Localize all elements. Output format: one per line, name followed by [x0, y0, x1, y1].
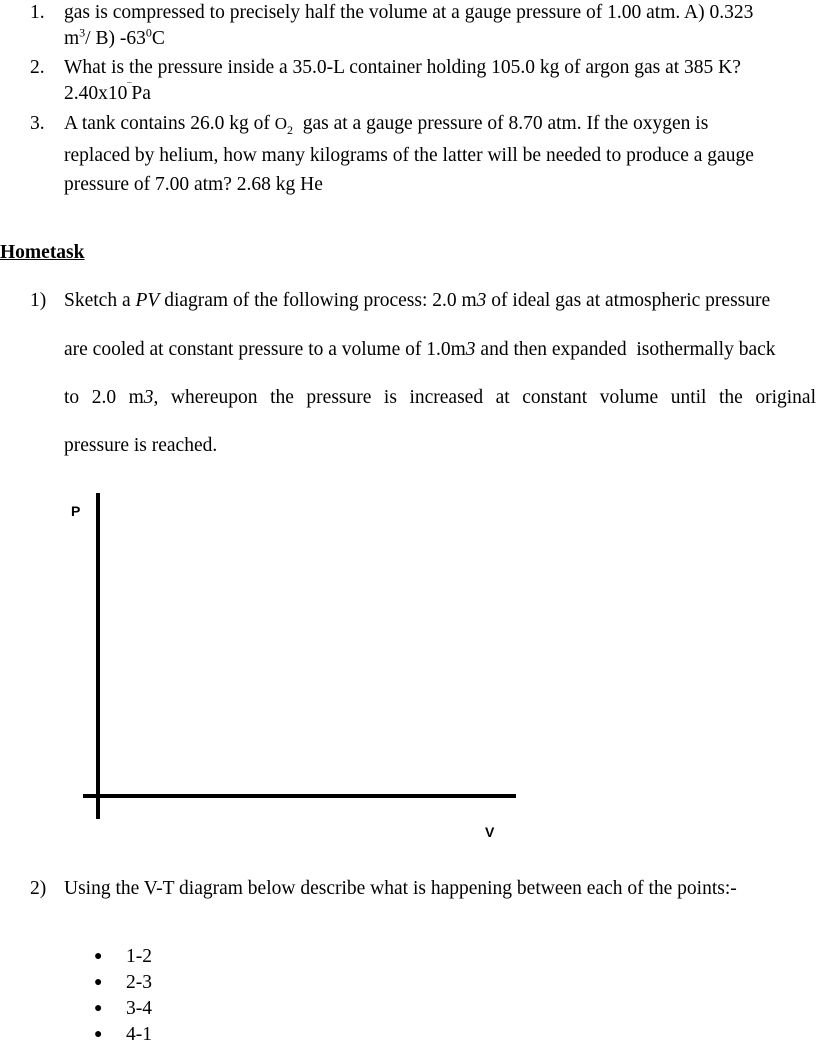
problem-3-line-3: pressure of 7.00 atm? 2.68 kg He	[64, 174, 323, 195]
list-item: 4-1	[126, 1024, 152, 1045]
task-1-line-3: to 2.0 m3, whereupon the pressure is increased at constant volume until the original	[64, 387, 816, 408]
hometask-heading: Hometask	[0, 242, 85, 263]
problem-1-line-1: gas is compressed to precisely half the volume at a gauge pressure of 1.00 atm. A) 0.323	[64, 2, 754, 23]
task-2-text: Using the V-T diagram below describe what is happening between each of the points:-	[64, 878, 737, 899]
problem-3-line-2: replaced by helium, how many kilograms of the latter will be needed to produce a gauge	[64, 145, 754, 166]
bullet-icon: ●	[94, 1027, 103, 1042]
task-2-number: 2)	[30, 878, 47, 899]
v-axis-label: V	[485, 824, 495, 840]
task-1-line-4: pressure is reached.	[64, 435, 218, 456]
task-1-line-2: are cooled at constant pressure to a volume of 1.0m3 and then expanded isothermally back	[64, 339, 776, 360]
p-axis-label: P	[71, 503, 81, 519]
problem-3-number: 3.	[30, 113, 45, 134]
bullet-icon: ●	[94, 949, 103, 964]
bullet-icon: ●	[94, 1001, 103, 1016]
v-axis-line	[83, 794, 516, 798]
list-item: 3-4	[126, 998, 152, 1019]
problem-3-line-1: A tank contains 26.0 kg of $O_2$ gas at a gauge pressure of 8.70 atm. If the oxygen is	[64, 113, 709, 137]
task-1-number: 1)	[30, 290, 47, 311]
problem-1-number: 1.	[30, 2, 45, 23]
problem-2-line-1: What is the pressure inside a 35.0-L container holding 105.0 kg of argon gas at 385 K?	[64, 57, 741, 78]
problem-1-line-2: $m^3/$ B) $-63^0C$	[64, 25, 165, 49]
p-axis-line	[96, 493, 100, 819]
list-item: 2-3	[126, 972, 152, 993]
task-1-line-1: Sketch a PV diagram of the following process: 2.0 m3 of ideal gas at atmospheric pressure	[64, 290, 771, 311]
problem-2-number: 2.	[30, 57, 45, 78]
bullet-icon: ●	[94, 975, 103, 990]
problem-2-line-2: 2.40x10‾Pa	[64, 80, 151, 104]
list-item: 1-2	[126, 946, 152, 967]
